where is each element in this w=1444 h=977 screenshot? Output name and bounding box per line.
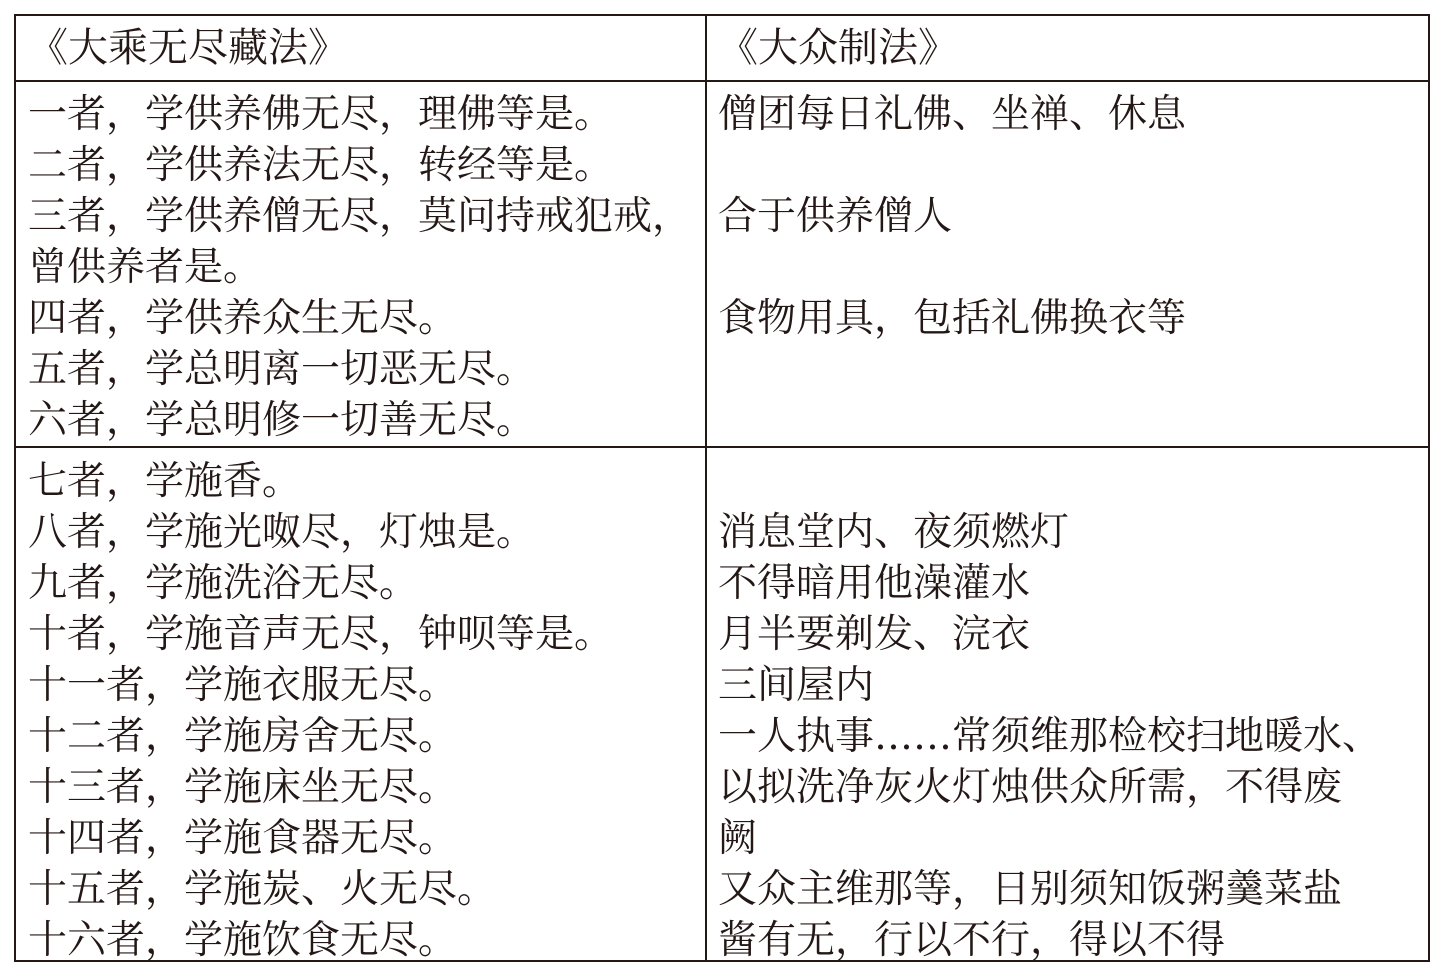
text-line (718, 395, 1423, 446)
text-line: 消息堂内、夜须燃灯 (718, 510, 1070, 555)
text-line: 二者，学供养法无尽，转经等是。 (28, 143, 614, 188)
text-line (718, 344, 1423, 395)
header-right: 《大众制法》 (718, 25, 958, 71)
text-line: 合于供养僧人 (718, 194, 953, 239)
text-line: 十一者，学施衣服无尽。 (28, 663, 458, 708)
text-line: 月半要剃发、浣衣 (718, 612, 1031, 657)
text-line: 十三者，学施床坐无尽。 (28, 765, 458, 810)
section1-left-cell (28, 89, 700, 446)
text-line (718, 242, 1423, 293)
comparison-table (14, 14, 1430, 962)
text-line: 曾供养者是。 (28, 245, 263, 290)
text-line: 又众主维那等，日别须知饭粥羹菜盐 (718, 867, 1343, 912)
text-line: 僧团每日礼佛、坐禅、休息 (718, 92, 1187, 137)
text-line: 五者，学总明离一切恶无尽。 (28, 347, 536, 392)
text-line: 一者，学供养佛无尽，理佛等是。 (28, 92, 614, 137)
header-left: 《大乘无尽藏法》 (28, 25, 348, 71)
section2-left-cell (28, 456, 700, 966)
text-line: 酱有无，行以不行，得以不得 (718, 918, 1226, 963)
section2-right-cell (718, 456, 1423, 966)
text-line: 十四者，学施食器无尽。 (28, 816, 458, 861)
text-line: 十五者，学施炭、火无尽。 (28, 867, 497, 912)
text-line (718, 140, 1423, 191)
text-line: 三间屋内 (718, 663, 875, 708)
text-line: 四者，学供养众生无尽。 (28, 296, 458, 341)
section1-right-cell (718, 89, 1423, 446)
text-line: 十者，学施音声无尽，钟呗等是。 (28, 612, 614, 657)
text-line: 阙 (718, 816, 758, 861)
text-line: 六者，学总明修一切善无尽。 (28, 398, 536, 443)
text-line: 食物用具，包括礼佛换衣等 (718, 296, 1187, 341)
text-line: 九者，学施洗浴无尽。 (28, 561, 419, 606)
row-divider (16, 446, 1428, 448)
header-divider (16, 80, 1428, 82)
text-line: 三者，学供养僧无尽，莫问持戒犯戒， (28, 194, 692, 239)
text-line: 不得暗用他澡灌水 (718, 561, 1031, 606)
text-line: 十二者，学施房舍无尽。 (28, 714, 458, 759)
text-line: 一人执事……常须维那检校扫地暖水、 (718, 714, 1382, 759)
column-divider (705, 16, 707, 960)
text-line (718, 456, 1423, 507)
text-line: 八者，学施光呶尽，灯烛是。 (28, 510, 536, 555)
text-line: 十六者，学施饮食无尽。 (28, 918, 458, 963)
text-line: 以拟洗净灰火灯烛供众所需，不得废 (718, 765, 1343, 810)
text-line: 七者，学施香。 (28, 459, 302, 504)
